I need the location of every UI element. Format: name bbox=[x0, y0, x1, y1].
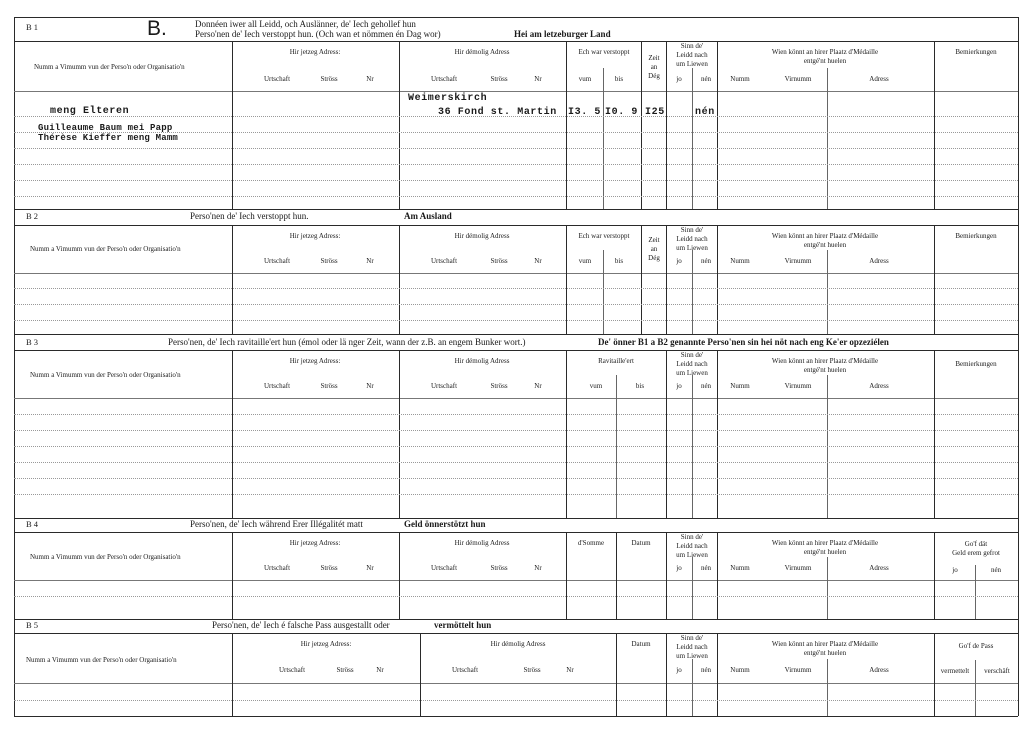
section-label: B 3 bbox=[26, 337, 39, 347]
frame-bottom bbox=[14, 716, 1018, 717]
section-title: Perso'nen, de' Iech é falsche Pass ausgestallt oder bbox=[212, 620, 390, 630]
header-money: Go'f dät bbox=[964, 540, 988, 548]
section-title-emphasis: De' önner B1 a B2 genannte Perso'nen sin hei nöt nach eng Ke'er opzeziélen bbox=[598, 337, 889, 347]
section-title: Perso'nen, de' Iech während Erer Illégalitét matt bbox=[190, 519, 363, 529]
header-time: Zeit bbox=[648, 54, 660, 62]
entry-father: Guilleaume Baum mei Papp bbox=[38, 123, 173, 133]
section-label: B 4 bbox=[26, 519, 39, 529]
section-title-emphasis: vermöttelt hun bbox=[434, 620, 492, 630]
section-title-line2: Perso'nen de' Iech verstoppt hun. (Och wan et nömmen én Dag wor) bbox=[195, 29, 441, 39]
section-title-emphasis: Hei am letzeburger Land bbox=[514, 29, 611, 39]
section-label: B 1 bbox=[26, 22, 39, 32]
section-bottom-rule bbox=[14, 209, 1018, 210]
entry-former-town: Weimerskirch bbox=[408, 93, 488, 104]
form-letter: B. bbox=[147, 17, 167, 40]
entry-mother: Thérèse Kieffer meng Mamm bbox=[38, 133, 179, 143]
header-remarks: Bemierkungen bbox=[955, 48, 997, 56]
section-label: B 2 bbox=[26, 211, 39, 221]
header-name: Numm a Vimumm vun der Perso'n oder Organisatio'n bbox=[30, 371, 181, 379]
header-name: Numm a Vimumm vun der Perso'n oder Organisatio'n bbox=[30, 553, 181, 561]
frame-left bbox=[14, 17, 15, 716]
header-sum: d'Somme bbox=[577, 539, 605, 547]
section-title-line1: Donnéen iwer all Leidd, och Auslänner, de' Iech gehollef hun bbox=[195, 19, 416, 29]
header-top-rule bbox=[14, 41, 1018, 42]
header-date: Datum bbox=[631, 539, 651, 547]
header-name: Numm a Vimumm vun der Perso'n oder Organisatio'n bbox=[30, 245, 181, 253]
section-title: Perso'nen, de' Iech ravitaille'ert hun (émol oder lä nger Zeit, wann der z.B. an engem Bunker wort.) bbox=[168, 337, 526, 347]
entry-parents: meng Elteren bbox=[50, 106, 130, 117]
section-title-emphasis: Geld önnerstötzt hun bbox=[404, 519, 486, 529]
section-title-emphasis: Am Ausland bbox=[404, 211, 452, 221]
entry-hidden-from: I3. 5 bbox=[568, 107, 602, 118]
entry-suffered-no: nén bbox=[695, 107, 715, 118]
header-name: Numm a Vimumm vun der Perso'n oder Organisatio'n bbox=[34, 63, 185, 71]
header-bottom-rule bbox=[14, 91, 1018, 92]
header-suffered: Sinn de' bbox=[680, 42, 704, 50]
header-supplied: Ravitaille'ert bbox=[598, 357, 634, 365]
header-pass: Go'f de Pass bbox=[958, 642, 994, 650]
header-medal: Wien könnt an hirer Plaatz d'Médaille bbox=[771, 48, 879, 56]
header-former-address: Hir démolig Adress bbox=[454, 48, 510, 56]
frame-right bbox=[1018, 17, 1019, 716]
header-hidden: Ech war verstoppt bbox=[578, 48, 630, 56]
section-label: B 5 bbox=[26, 620, 39, 630]
entry-former-street: 36 Fond st. Martin bbox=[438, 107, 557, 118]
header-name: Numm a Vimumm vun der Perso'n oder Organisatio'n bbox=[26, 656, 177, 664]
entry-hidden-to: I0. 9 bbox=[605, 107, 639, 118]
header-current-address: Hir jetzeg Adress: bbox=[289, 48, 341, 56]
section-title: Perso'nen de' Iech verstoppt hun. bbox=[190, 211, 309, 221]
entry-days: I25 bbox=[645, 107, 665, 118]
header-date: Datum bbox=[631, 640, 651, 648]
